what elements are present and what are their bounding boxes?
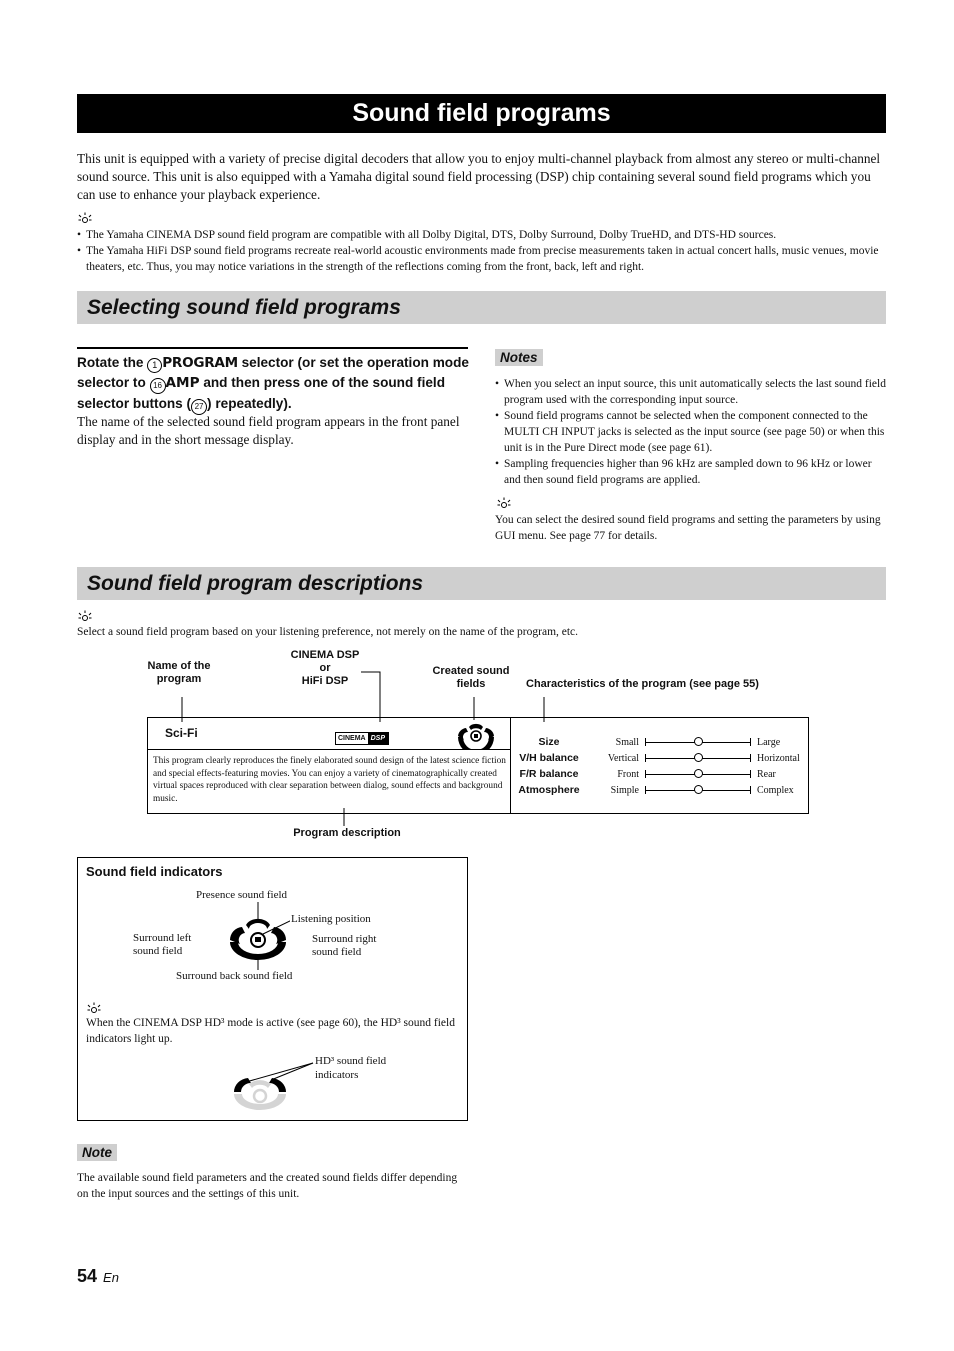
box-divider	[148, 749, 510, 750]
program-description-text: This program clearly reproduces the finely elaborated sound design of the latest science fiction and special effects-featuring movies. You can enjoy a variety of cinematographically created virtual spaces reproduced with clear separation between dialog, sound effects and background music.	[153, 756, 506, 804]
callout-description: Program description	[293, 827, 401, 839]
characteristic-right: Complex	[757, 784, 794, 796]
sound-field-indicators-box	[77, 857, 468, 1121]
characteristic-slider	[645, 769, 751, 779]
callout-created: Created sound fields	[432, 665, 510, 690]
sound-field-indicator-icon	[226, 902, 290, 977]
amp-word: AMP	[165, 375, 200, 391]
circled-number: 1	[147, 358, 162, 373]
select-tip-text: You can select the desired sound field programs and setting the parameters by using GUI menu. See page 77 for details.	[495, 514, 881, 542]
hd3-tip-text: When the CINEMA DSP HD³ mode is active (see page 60), the HD³ sound field indicators light up.	[86, 1017, 455, 1045]
page-language: En	[103, 1270, 119, 1285]
list-item: • The Yamaha CINEMA DSP sound field program are compatible with all Dolby Digital, DTS, Dolby Surround, Dolby TrueHD, and DTS-HD sources.	[77, 227, 886, 243]
list-item: • Sampling frequencies higher than 96 kHz are sampled down to 96 kHz or lower and then sound field programs are applied.	[495, 456, 887, 488]
indicators-title: Sound field indicators	[86, 864, 223, 879]
notes-label: Notes	[495, 349, 543, 366]
section-heading-descriptions: Sound field program descriptions	[77, 567, 886, 600]
characteristic-right: Rear	[757, 768, 776, 780]
characteristic-name: Size	[538, 736, 560, 748]
list-item: • The Yamaha HiFi DSP sound field programs recreate real-world acoustic environments made from precise measurements taken in actual concert halls, music venues, movie theaters, etc. Thus, you may notice variations in the strength of the reflections coming from the front, back, left and right.	[77, 243, 886, 275]
logo-text: CINEMA	[338, 735, 366, 742]
characteristic-right: Horizontal	[757, 752, 800, 764]
callout-characteristics: Characteristics of the program (see page 55)	[526, 678, 759, 690]
characteristic-row	[511, 734, 809, 750]
cinema-dsp-logo	[335, 727, 389, 745]
program-name: Sci-Fi	[165, 726, 198, 740]
list-item: • Sound field programs cannot be selected when the component connected to the MULTI CH INPUT jacks is selected as the input source (see page 50) or when this unit is in the Pure Direct mode (see page 61).	[495, 408, 887, 456]
surround-right-label: Surround right sound field	[312, 933, 377, 958]
callout-line: HiFi DSP	[301, 675, 349, 687]
circled-number: 16	[150, 378, 166, 394]
circled-number: 27	[191, 399, 207, 415]
characteristics-table	[511, 734, 809, 798]
select-description: The name of the selected sound field program appears in the front panel display and in the short message display.	[77, 414, 460, 447]
characteristic-slider	[645, 753, 751, 763]
callout-line: CINEMA DSP	[290, 649, 360, 661]
intro-paragraph: This unit is equipped with a variety of precise digital decoders that allow you to enjoy multi-channel playback from almost any stereo or multi-channel sound source. This unit is also equipped with a Yamaha digital sound field processing (DSP) chip containing several sound field programs which you can use to enhance your playback experience.	[77, 151, 881, 202]
characteristic-left: Small	[615, 736, 639, 748]
characteristic-slider	[645, 737, 751, 747]
characteristic-left: Front	[617, 768, 639, 780]
tip-icon	[87, 1002, 101, 1014]
page-title: Sound field programs	[77, 94, 886, 133]
program-word: PROGRAM	[162, 355, 238, 371]
instruction-text: ) repeatedly).	[207, 396, 292, 411]
program-example-box	[147, 717, 809, 814]
callout-line: or	[319, 662, 331, 674]
surround-back-label: Surround back sound field	[176, 970, 293, 982]
hd3-label: HD³ sound field indicators	[315, 1055, 387, 1081]
characteristic-name: F/R balance	[519, 768, 579, 780]
listening-label: Listening position	[291, 913, 371, 925]
page-number: 54	[77, 1266, 98, 1286]
note-label: Note	[77, 1144, 117, 1161]
characteristic-left: Vertical	[607, 752, 639, 764]
callout-name: Name of the program	[147, 660, 211, 685]
hd3-indicator-icon	[228, 1060, 318, 1119]
characteristic-left: Simple	[610, 784, 639, 796]
list-item: • When you select an input source, this unit automatically selects the last sound field program used with the corresponding input source.	[495, 376, 887, 408]
instruction-text: selector (or set the operation mode selector to	[77, 355, 469, 390]
logo-text: DSP	[368, 733, 388, 744]
note-text: The available sound field parameters and the created sound fields differ depending on the input sources and the settings of this unit.	[77, 1172, 458, 1200]
characteristic-row	[511, 782, 809, 798]
characteristic-row	[511, 750, 809, 766]
presence-label: Presence sound field	[196, 889, 288, 901]
page-footer	[77, 1266, 119, 1287]
instruction-text: and then press one of the sound field selector buttons (	[77, 375, 446, 411]
characteristic-slider	[645, 785, 751, 795]
characteristic-row	[511, 766, 809, 782]
desc-tip-text: Select a sound field program based on your listening preference, not merely on the name of the program, etc.	[77, 626, 579, 638]
characteristic-right: Large	[757, 736, 781, 748]
instruction-text: Rotate the	[77, 355, 148, 370]
characteristic-name: Atmosphere	[518, 784, 580, 796]
section-heading-selecting: Selecting sound field programs	[77, 291, 886, 324]
surround-left-label: Surround left sound field	[133, 932, 192, 957]
characteristic-name: V/H balance	[519, 752, 579, 764]
